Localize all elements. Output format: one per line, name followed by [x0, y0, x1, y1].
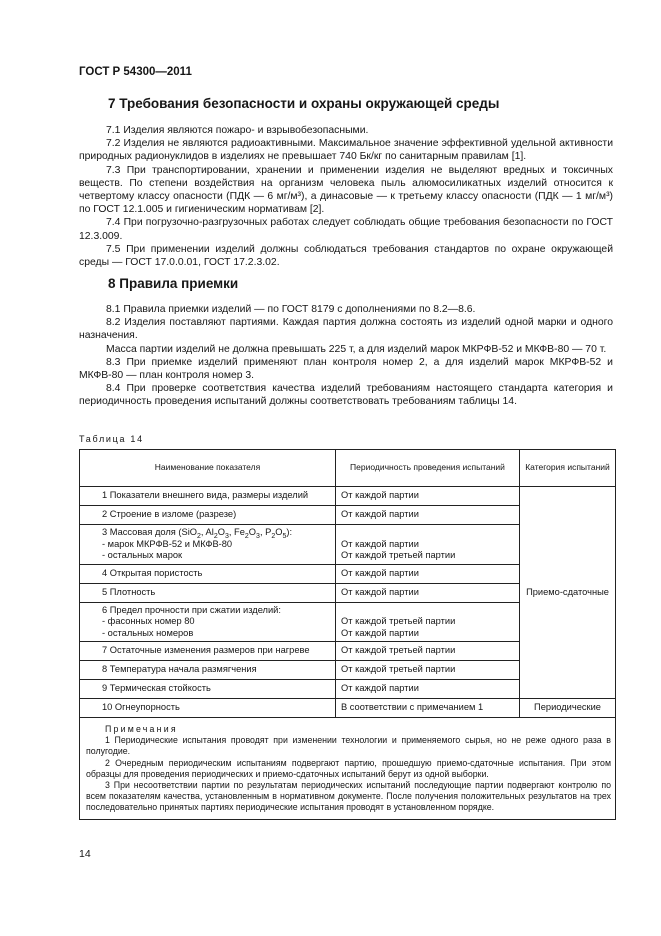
row-6-name-line-2: - фасонных номер 80: [102, 616, 195, 626]
row-7-name: 7 Остаточные изменения размеров при нагреве: [80, 642, 336, 661]
row-6-name-line-3: - остальных номеров: [102, 627, 194, 638]
row-3-name-line-3: - остальных марок: [102, 550, 183, 560]
section-8-body: [79, 303, 613, 409]
header-category: Категория испытаний: [520, 450, 616, 487]
table-header-row: [80, 450, 616, 487]
paragraph-8-4: 8.4 При проверке соответствия качества изделий требованиям настоящего стандарта категория и периодичность проведения испытаний должны соответствовать требованиям таблицы 14.: [79, 383, 613, 408]
row-4-period: От каждой партии: [336, 564, 520, 583]
table-notes-row: [80, 718, 616, 820]
row-6-name: [80, 602, 336, 642]
paragraph-7-5: 7.5 При применении изделий должны соблюдаться требования стандартов по охране окружающей среды — ГОСТ 17.0.0.01, ГОСТ 17.2.3.02.: [79, 243, 613, 269]
table-row: [80, 699, 616, 718]
row-5-period: От каждой партии: [336, 583, 520, 602]
section-7-body: [79, 124, 613, 269]
section-8-title: 8 Правила приемки: [108, 276, 239, 291]
row-10-category: Периодические: [520, 699, 616, 718]
paragraph-7-3: 7.3 При транспортировании, хранении и применении изделия не выделяют вредных и токсичных веществ. По степени воздействия на организм человека пыль алюмосиликатных изделий относится к четвертому классу опасности (ПДК — 6 мг/м³), а динасовые — к третьему классу опасности (ПДК — 1 мг/м³) по ГОСТ 12.1.005 и гигиеническим нормативам [2].: [79, 164, 613, 216]
row-2-name: 2 Строение в изломе (разрезе): [80, 506, 336, 525]
row-8-period: От каждой третьей партии: [336, 661, 520, 680]
paragraph-8-3: 8.3 При приемке изделий применяют план контроля номер 2, а для изделий марок МКРФВ-52 и МКФВ-80 — план контроля номер 3.: [79, 356, 613, 382]
row-3-name-line-2: - марок МКРФВ-52 и МКФВ-80: [102, 538, 233, 549]
note-1: 1 Периодические испытания проводят при изменении технологии и применяемого сырья, но не реже одного раза в полугодие.: [86, 735, 611, 757]
document-header: ГОСТ Р 54300—2011: [79, 66, 192, 78]
header-period: Периодичность проведения испытаний: [336, 450, 520, 487]
table-row: [80, 487, 616, 506]
table-14: [79, 449, 616, 820]
paragraph-7-1: 7.1 Изделия являются пожаро- и взрывобезопасными.: [106, 125, 369, 136]
row-3-period: [336, 525, 520, 565]
row-3-period-line-1: От каждой партии: [341, 538, 419, 549]
row-6-period: [336, 602, 520, 642]
page-number: 14: [79, 848, 91, 860]
table-notes: [80, 718, 616, 820]
paragraph-7-4: 7.4 При погрузочно-разгрузочных работах следует соблюдать общие требования безопасности по ГОСТ 12.3.009.: [79, 217, 613, 242]
row-1-name: 1 Показатели внешнего вида, размеры изделий: [80, 487, 336, 506]
row-8-name: 8 Температура начала размягчения: [80, 661, 336, 680]
paragraph-7-2: 7.2 Изделия не являются радиоактивными. Максимальное значение эффективной удельной активности природных радионуклидов в изделиях не превышает 740 Бк/кг по санитарным правилам [1].: [79, 138, 613, 163]
row-7-period: От каждой третьей партии: [336, 642, 520, 661]
row-3-name-line-1: 3 Массовая доля (SiO$_2$, $Al_2O_3$, $Fe_2O_3$, $P_2O_5$):: [102, 527, 293, 540]
note-2: 2 Очередным периодическим испытаниям подвергают партию, прошедшую приемо-сдаточные испытания. При этом образцы для проведения периодических и приемо-сдаточных испытаний берут из одной выборки.: [86, 757, 611, 779]
paragraph-8-1: 8.1 Правила приемки изделий — по ГОСТ 8179 с дополнениями по 8.2—8.6.: [106, 304, 476, 315]
row-6-name-line-1: 6 Предел прочности при сжатии изделий:: [102, 604, 281, 615]
paragraph-8-2-mass: Масса партии изделий не должна превышать 225 т, а для изделий марок МКРФВ-52 и МКФВ-80 — 70 т.: [106, 343, 607, 355]
row-6-period-line-2: От каждой партии: [341, 627, 419, 638]
header-name: Наименование показателя: [80, 450, 336, 487]
note-3: 3 При несоответствии партии по результатам периодических испытаний последующие партии подвергают контролю по всем показателям качества, установленным в нормативном документе. После получения положительных результатов на трех последовательно принятых партиях периодические испытания проводят в установленном порядке.: [86, 780, 611, 813]
row-9-name: 9 Термическая стойкость: [80, 680, 336, 699]
row-3-period-line-2: От каждой третьей партии: [341, 550, 456, 560]
row-6-period-line-1: От каждой третьей партии: [341, 616, 456, 626]
section-7-title: 7 Требования безопасности и охраны окружающей среды: [108, 96, 500, 111]
row-4-name: 4 Открытая пористость: [80, 564, 336, 583]
table-caption: Таблица 14: [79, 434, 144, 444]
row-9-period: От каждой партии: [336, 680, 520, 699]
row-1-period: От каждой партии: [336, 487, 520, 506]
category-merged: Приемо-сдаточные: [520, 487, 616, 699]
paragraph-8-2: 8.2 Изделия поставляют партиями. Каждая партия должна состоять из изделий одной марки и одного назначения.: [79, 317, 613, 342]
row-10-name: 10 Огнеупорность: [80, 699, 336, 718]
row-10-period: В соответствии с примечанием 1: [336, 699, 520, 718]
row-3-name: [80, 525, 336, 565]
notes-label: Примечания: [105, 724, 178, 734]
row-2-period: От каждой партии: [336, 506, 520, 525]
row-5-name: 5 Плотность: [80, 583, 336, 602]
